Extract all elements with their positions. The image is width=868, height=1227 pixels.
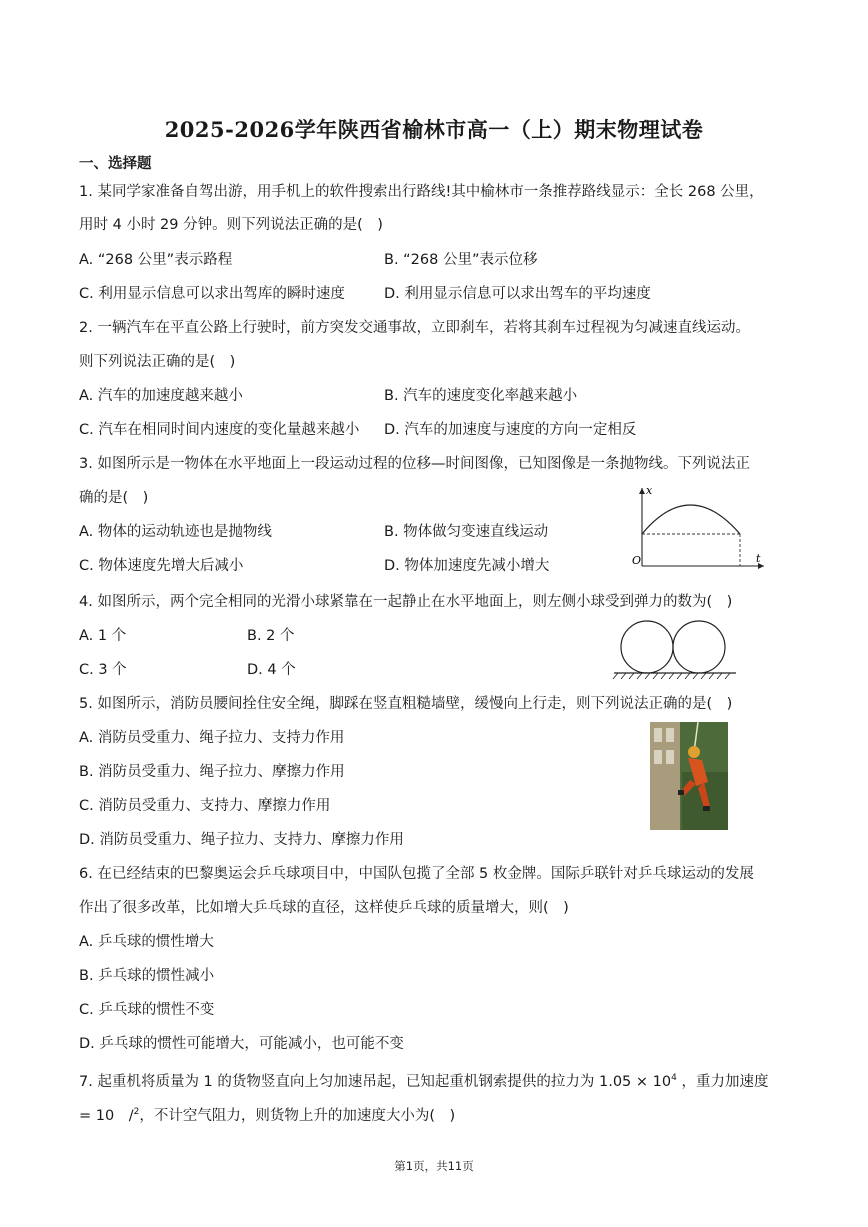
q5-firefighter-photo xyxy=(650,722,728,830)
origin-label: O xyxy=(632,554,642,567)
q3-option-d: D. 物体加速度先减小增大 xyxy=(384,558,550,574)
q2-option-b: B. 汽车的速度变化率越来越小 xyxy=(384,388,578,404)
q6-stem-line2: 作出了很多改革，比如增大乒乓球的直径，这样使乒乓球的质量增大，则( ) xyxy=(79,900,569,916)
q2-option-c: C. 汽车在相同时间内速度的变化量越来越小 xyxy=(79,422,360,438)
q1-option-b: B. “268 公里”表示位移 xyxy=(384,252,538,268)
q1-option-a: A. “268 公里”表示路程 xyxy=(79,252,233,268)
q1-option-d: D. 利用显示信息可以求出驾车的平均速度 xyxy=(384,286,651,302)
q1-option-c: C. 利用显示信息可以求出驾库的瞬时速度 xyxy=(79,286,345,302)
q4-stem-line1: 4. 如图所示，两个完全相同的光滑小球紧靠在一起静止在水平地面上，则左侧小球受到弹力的数为( ) xyxy=(79,594,733,610)
t-axis-label: t xyxy=(756,552,761,565)
q3-stem-line2: 确的是( ) xyxy=(79,490,149,506)
q2-option-a: A. 汽车的加速度越来越小 xyxy=(79,388,243,404)
q4-option-d: D. 4 个 xyxy=(247,662,296,678)
q7-stem-post: ，重力加速度 xyxy=(681,1074,769,1090)
q7-stem-pre: 7. 起重机将质量为 1 的货物竖直向上匀加速吊起，已知起重机钢索提供的拉力为 xyxy=(79,1074,595,1090)
left-ball xyxy=(621,621,673,673)
q5-option-c: C. 消防员受重力、支持力、摩擦力作用 xyxy=(79,798,331,814)
q2-stem-line2: 则下列说法正确的是( ) xyxy=(79,354,236,370)
q2-option-d: D. 汽车的加速度与速度的方向一定相反 xyxy=(384,422,637,438)
q3-option-c: C. 物体速度先增大后减小 xyxy=(79,558,244,574)
q7-stem-line1 xyxy=(79,1068,768,1092)
q6-option-c: C. 乒乓球的惯性不变 xyxy=(79,1002,215,1018)
helmet xyxy=(688,746,700,758)
q7-force-base: 1.05 × 10 xyxy=(599,1074,672,1090)
q7-force-value xyxy=(599,1074,677,1090)
q4-option-a: A. 1 个 xyxy=(79,628,127,644)
q5-option-a: A. 消防员受重力、绳子拉力、支持力作用 xyxy=(79,730,345,746)
right-ball xyxy=(673,621,725,673)
q7-stem-line2 xyxy=(79,1102,455,1126)
q7-g-exp: 2 xyxy=(133,1107,140,1117)
page-title: 2025-2026学年陕西省榆林市高一（上）期末物理试卷 xyxy=(164,117,704,142)
x-axis-label: x xyxy=(646,484,653,497)
x-axis-arrow xyxy=(639,488,645,494)
q3-stem-line1: 3. 如图所示是一物体在水平地面上一段运动过程的位移—时间图像，已知图像是一条抛物线。下列说法正 xyxy=(79,456,750,472)
q6-stem-line1: 6. 在已经结束的巴黎奥运会乒乓球项目中，中国队包揽了全部 5 枚金牌。国际乒联针对乒乓球运动的发展 xyxy=(79,866,754,882)
q1-stem-line1: 1. 某同学家准备自驾出游，用手机上的软件搜索出行路线!其中榆林市一条推荐路线显示：全长 268 公里， xyxy=(79,184,764,200)
q6-option-b: B. 乒乓球的惯性减小 xyxy=(79,968,215,984)
q5-option-d: D. 消防员受重力、绳子拉力、支持力、摩擦力作用 xyxy=(79,832,404,848)
q4-option-b: B. 2 个 xyxy=(247,628,295,644)
q2-stem-line1: 2. 一辆汽车在平直公路上行驶时，前方突发交通事故，立即刹车，若将其刹车过程视为匀减速直线运动。 xyxy=(79,320,750,336)
q5-option-b: B. 消防员受重力、绳子拉力、摩擦力作用 xyxy=(79,764,345,780)
page-footer: 第1页，共11页 xyxy=(394,1159,474,1173)
q4-balls-figure xyxy=(612,618,738,680)
q7-force-exp: 4 xyxy=(671,1073,677,1083)
q6-option-a: A. 乒乓球的惯性增大 xyxy=(79,934,214,950)
q4-option-c: C. 3 个 xyxy=(79,662,127,678)
q7-stem-line2-post: ，不计空气阻力，则货物上升的加速度大小为( ) xyxy=(139,1108,456,1124)
q3-option-b: B. 物体做匀变速直线运动 xyxy=(384,524,549,540)
q3-option-a: A. 物体的运动轨迹也是抛物线 xyxy=(79,524,272,540)
ground-hatch xyxy=(613,673,730,679)
section-heading: 一、选择题 xyxy=(79,156,152,172)
q1-stem-line2: 用时 4 小时 29 分钟。则下列说法正确的是( ) xyxy=(79,217,383,233)
q5-stem-line1: 5. 如图所示，消防员腰间拴住安全绳，脚踩在竖直粗糙墙壁，缓慢向上行走，则下列说法正确的是( ) xyxy=(79,696,733,712)
q6-option-d: D. 乒乓球的惯性可能增大，可能减小，也可能不变 xyxy=(79,1036,404,1052)
q3-xt-graph xyxy=(622,482,772,574)
parabola-curve xyxy=(642,505,740,534)
q7-g-value: = 10 / xyxy=(79,1108,134,1124)
